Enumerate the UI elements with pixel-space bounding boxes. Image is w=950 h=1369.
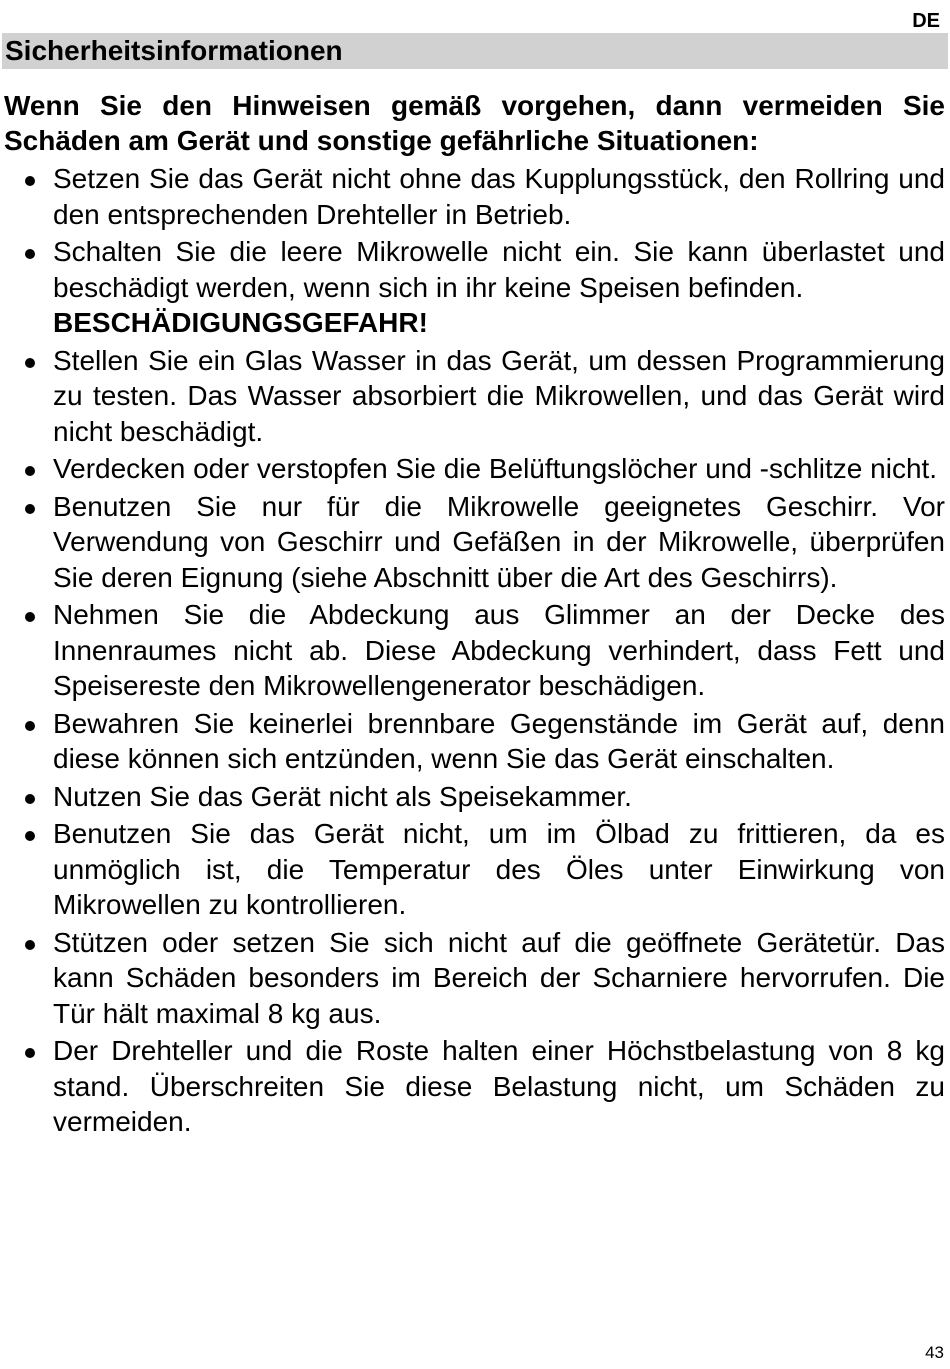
section-title: Sicherheitsinformationen <box>5 35 343 66</box>
list-item <box>0 816 945 923</box>
list-item <box>0 597 945 704</box>
bullet-icon <box>25 612 35 622</box>
list-item <box>0 161 945 232</box>
bullet-icon <box>25 466 35 476</box>
list-item-text: Stützen oder setzen Sie sich nicht auf die geöffnete Gerätetür. Das kann Schäden besonders im Bereich der Scharniere hervorrufen. Die Tür hält maximal 8 kg aus. <box>53 926 945 1029</box>
list-item <box>0 451 945 487</box>
list-item-text: Nehmen Sie die Abdeckung aus Glimmer an der Decke des Innenraumes nicht ab. Diese Abdeckung verhindert, dass Fett und Speisereste den Mikrowellengenerator beschädigen. <box>53 599 945 701</box>
bullet-icon <box>25 940 35 950</box>
section-header-bar <box>2 33 948 69</box>
bullet-icon <box>25 1048 35 1058</box>
list-item-text: Verdecken oder verstopfen Sie die Belüftungslöcher und -schlitze nicht. <box>53 453 938 484</box>
bullet-icon <box>25 504 35 514</box>
bullet-icon <box>25 831 35 841</box>
list-item-text: Setzen Sie das Gerät nicht ohne das Kupplungsstück, den Rollring und den entsprechenden Drehteller in Betrieb. <box>53 163 945 230</box>
list-item-text: Benutzen Sie das Gerät nicht, um im Ölbad zu frittieren, da es unmöglich ist, die Temperatur des Öles unter Einwirkung von Mikrowellen zu kontrollieren. <box>53 818 945 920</box>
list-item-text: Benutzen Sie nur für die Mikrowelle geeignetes Geschirr. Vor Verwendung von Geschirr und Gefäßen in der Mikrowelle, überprüfen Sie deren Eignung (siehe Abschnitt über die Art des Geschirrs). <box>53 490 945 593</box>
intro-text: Wenn Sie den Hinweisen gemäß vorgehen, dann vermeiden Sie Schäden am Gerät und sonstige gefährliche Situationen: <box>4 90 945 156</box>
list-item <box>0 706 945 777</box>
list-item-text: Nutzen Sie das Gerät nicht als Speisekammer. <box>53 780 632 812</box>
list-item-text: Schalten Sie die leere Mikrowelle nicht ein. Sie kann überlastet und beschädigt werden, wenn sich in ihr keine Speisen befinden. <box>53 236 945 303</box>
list-item-text: Bewahren Sie keinerlei brennbare Gegenstände im Gerät auf, denn diese können sich entzünden, wenn Sie das Gerät einschalten. <box>53 707 945 774</box>
bullet-icon <box>25 721 35 731</box>
bullet-icon <box>25 249 35 259</box>
page-number: 43 <box>925 1343 944 1362</box>
safety-list <box>0 161 950 1142</box>
list-item-text: Stellen Sie ein Glas Wasser in das Gerät, um dessen Programmierung zu testen. Das Wasser absorbiert die Mikrowellen, und das Gerät wird nicht beschädigt. <box>53 344 945 447</box>
list-item <box>0 779 945 815</box>
bullet-icon <box>25 794 35 804</box>
bullet-icon <box>25 358 35 368</box>
bullet-icon <box>25 176 35 186</box>
list-item-text: Der Drehteller und die Roste halten einer Höchstbelastung von 8 kg stand. Überschreiten Sie diese Belastung nicht, um Schäden zu vermeiden. <box>53 1035 945 1137</box>
list-item <box>0 489 945 596</box>
list-item <box>0 343 945 450</box>
list-item <box>0 234 945 341</box>
language-label: DE <box>912 10 940 32</box>
list-item <box>0 925 945 1032</box>
damage-warning: BESCHÄDIGUNGSGEFAHR! <box>53 307 428 338</box>
list-item <box>0 1033 945 1140</box>
